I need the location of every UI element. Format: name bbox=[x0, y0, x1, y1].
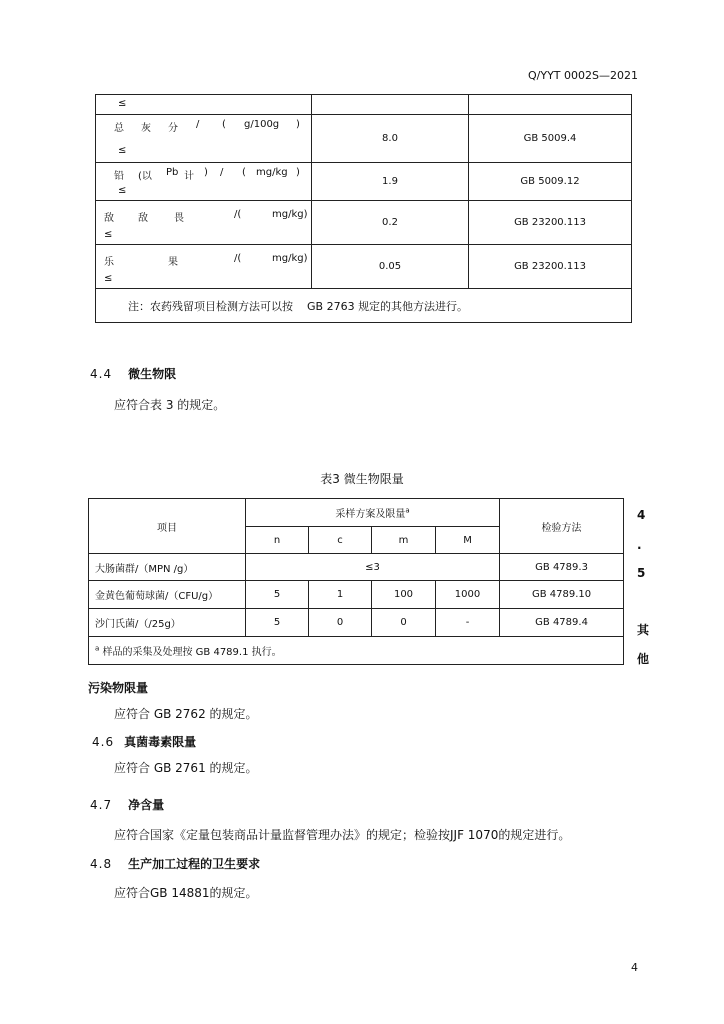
row-n: 5 bbox=[246, 609, 309, 637]
row-method: GB 5009.4 bbox=[469, 115, 632, 163]
table-footnote: $^a$ 样品的采集及处理按 GB 4789.1 执行。 bbox=[89, 637, 624, 665]
table-note-row bbox=[96, 289, 632, 323]
row-item: 沙门氏菌/（/25g） bbox=[89, 609, 246, 637]
table-row bbox=[89, 554, 624, 581]
row-value bbox=[312, 95, 469, 115]
row-c: 0 bbox=[309, 609, 372, 637]
row-value: 1.9 bbox=[312, 163, 469, 201]
row-label: ≤ bbox=[96, 95, 312, 115]
section-4-5-text: 应符合 GB 2762 的规定。 bbox=[114, 707, 258, 721]
section-4-5-char: 4 bbox=[637, 508, 646, 522]
table-header-row bbox=[89, 499, 624, 527]
table-row bbox=[89, 581, 624, 609]
row-value: 8.0 bbox=[312, 115, 469, 163]
row-M: 1000 bbox=[436, 581, 500, 609]
table-microbial-limits bbox=[88, 498, 624, 665]
section-4-6-heading: 4.6 真菌毒素限量 bbox=[92, 735, 197, 749]
row-merged-limit: ≤3 bbox=[246, 554, 500, 581]
row-method: GB 23200.113 bbox=[469, 245, 632, 289]
row-value: 0.2 bbox=[312, 201, 469, 245]
section-4-5-char: . bbox=[637, 538, 642, 552]
header-n: n bbox=[246, 527, 309, 554]
table-row bbox=[96, 201, 632, 245]
row-label: 铅 (以 Pb 计 ) / ( mg/kg ) ≤ bbox=[96, 163, 312, 201]
table-contaminants bbox=[95, 94, 632, 323]
row-label: 总 灰 分 / ( g/100g ) ≤ bbox=[96, 115, 312, 163]
table-row bbox=[96, 115, 632, 163]
row-m: 100 bbox=[372, 581, 436, 609]
header-m: m bbox=[372, 527, 436, 554]
table-row bbox=[96, 95, 632, 115]
row-method: GB 5009.12 bbox=[469, 163, 632, 201]
row-method: GB 4789.4 bbox=[500, 609, 624, 637]
header-M: M bbox=[436, 527, 500, 554]
table-row bbox=[89, 609, 624, 637]
row-method bbox=[469, 95, 632, 115]
table-row bbox=[96, 163, 632, 201]
document-code: Q/YYT 0002S—2021 bbox=[528, 69, 638, 82]
section-4-7-text: 应符合国家《定量包装商品计量监督管理办法》的规定；检验按JJF 1070的规定进行。 bbox=[114, 828, 571, 842]
section-4-7-heading: 4.7 净含量 bbox=[90, 798, 165, 812]
row-item: 大肠菌群/（MPN /g） bbox=[89, 554, 246, 581]
row-n: 5 bbox=[246, 581, 309, 609]
row-value: 0.05 bbox=[312, 245, 469, 289]
section-4-4-text: 应符合表 3 的规定。 bbox=[114, 398, 226, 412]
table-footnote-row bbox=[89, 637, 624, 665]
header-sampling: 采样方案及限量$^a$ bbox=[246, 499, 500, 527]
row-item: 金黄色葡萄球菌/（CFU/g） bbox=[89, 581, 246, 609]
section-4-5-char: 5 bbox=[637, 566, 646, 580]
section-4-5-title: 污染物限量 bbox=[88, 681, 149, 695]
table-note: 注：农药残留项目检测方法可以按 GB 2763 规定的其他方法进行。 bbox=[96, 289, 632, 323]
row-m: 0 bbox=[372, 609, 436, 637]
section-4-8-heading: 4.8 生产加工过程的卫生要求 bbox=[90, 857, 261, 871]
row-M: - bbox=[436, 609, 500, 637]
section-4-5-char: 他 bbox=[637, 652, 650, 666]
section-4-5-char: 其 bbox=[637, 623, 650, 637]
row-label: 乐 果 /( mg/kg) ≤ bbox=[96, 245, 312, 289]
row-method: GB 23200.113 bbox=[469, 201, 632, 245]
header-method: 检验方法 bbox=[500, 499, 624, 554]
row-method: GB 4789.10 bbox=[500, 581, 624, 609]
row-label: 敌 敌 畏 /( mg/kg) ≤ bbox=[96, 201, 312, 245]
header-item: 项目 bbox=[89, 499, 246, 554]
page-number: 4 bbox=[631, 961, 638, 974]
row-method: GB 4789.3 bbox=[500, 554, 624, 581]
table3-caption: 表3 微生物限量 bbox=[320, 472, 404, 486]
header-c: c bbox=[309, 527, 372, 554]
row-c: 1 bbox=[309, 581, 372, 609]
section-4-6-text: 应符合 GB 2761 的规定。 bbox=[114, 761, 258, 775]
section-4-8-text: 应符合GB 14881的规定。 bbox=[114, 886, 258, 900]
section-4-4-heading: 4.4 微生物限 bbox=[90, 367, 177, 381]
table-row bbox=[96, 245, 632, 289]
